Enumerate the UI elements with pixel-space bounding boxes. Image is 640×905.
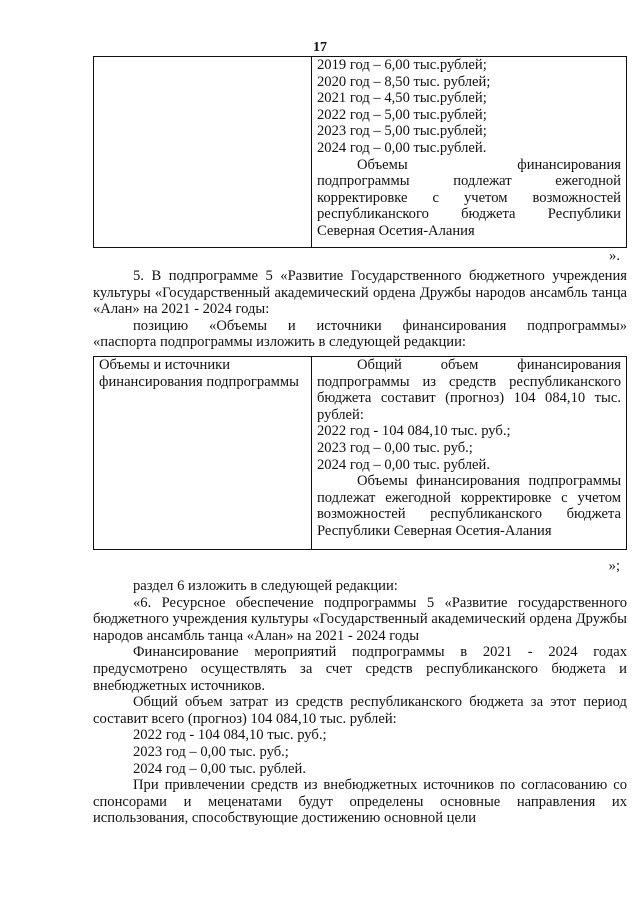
financing-table-continued [93,56,627,248]
table1-right-cell [312,57,627,248]
section6-paragraph: Финансирование мероприятий подпрограммы в 2021 - 2024 годах предусмотрено осуществлять за счет средств республиканского бюджета и внебюджетных источников. [93,644,627,694]
intro-line: рублей: [317,406,364,423]
year-line: 2021 год – 4,50 тыс.рублей; [317,90,487,107]
section6-paragraph: При привлечении средств из внебюджетных источников по согласованию со спонсорами и меценатами будут определены основные направления их использования, способствующие достижению основной цели [93,777,627,827]
year-line: 2023 год – 5,00 тыс.рублей; [317,123,487,140]
intro-line: Общий объем финансирования [357,357,621,373]
table2-right-cell [312,357,627,550]
note-line: возможностей республиканского бюджета [317,506,621,523]
page-number: 17 [313,40,327,55]
note-line: Объемы финансирования [357,156,621,173]
note-line: республиканского бюджета Республики [317,206,621,223]
year-line: 2019 год – 6,00 тыс.рублей; [317,57,487,73]
financing-table [93,356,627,550]
year-line: 2023 год – 0,00 тыс. руб.; [317,439,473,456]
section6-block [93,578,627,827]
item5-paragraph: 5. В подпрограмме 5 «Развитие Государственного бюджетного учреждения культуры «Государственный академический ордена Дружбы народов ансамбль танца «Алан» на 2021 - 2024 годы: [93,268,627,318]
row-header-line: Объемы и источники [99,357,231,373]
row-header-line: финансирования подпрограммы [99,373,299,390]
note-line: подпрограммы подлежат ежегодной [317,173,621,190]
closing-quote: »; [608,558,620,574]
table1-left-cell [94,57,312,248]
note-line: подлежат ежегодной корректировке с учетом [317,489,621,506]
year-line: 2024 год – 0,00 тыс. рублей. [133,760,306,777]
year-line: 2022 год – 5,00 тыс.рублей; [317,106,487,123]
year-line: 2022 год - 104 084,10 тыс. руб.; [133,727,327,744]
intro-line: подпрограммы из средств республиканского [317,373,621,390]
section6-intro: раздел 6 изложить в следующей редакции: [133,578,398,594]
section6-paragraph: Общий объем затрат из средств республиканского бюджета за этот период составит всего (прогноз) 104 084,10 тыс. рублей: [93,694,627,727]
year-line: 2024 год – 0,00 тыс.рублей. [317,139,487,156]
intro-line: бюджета составит (прогноз) 104 084,10 тыс. [317,390,621,407]
note-line: Северная Осетия-Алания [317,222,475,239]
item5-block [93,268,627,351]
note-line: Республики Северная Осетия-Алания [317,522,552,539]
year-line: 2020 год – 8,50 тыс. рублей; [317,73,491,90]
note-line: корректировке с учетом возможностей [317,189,621,206]
section6-heading: «6. Ресурсное обеспечение подпрограммы 5 «Развитие государственного бюджетного учреждения культуры «Государственный академический ордена Дружбы народов ансамбль танца «Алан» на 2021 - 2024 годы [93,594,627,644]
year-line: 2023 год – 0,00 тыс. руб.; [133,743,289,760]
item5-passport-line: «паспорта подпрограммы изложить в следующей редакции: [93,334,466,351]
year-line: 2024 год – 0,00 тыс. рублей. [317,456,490,473]
closing-quote: ». [609,248,620,264]
year-line: 2022 год - 104 084,10 тыс. руб.; [317,423,511,440]
table2-left-cell [94,357,312,550]
item5-position-line: позицию «Объемы и источники финансирования подпрограммы» [133,317,627,334]
note-line: Объемы финансирования подпрограммы [357,473,621,490]
